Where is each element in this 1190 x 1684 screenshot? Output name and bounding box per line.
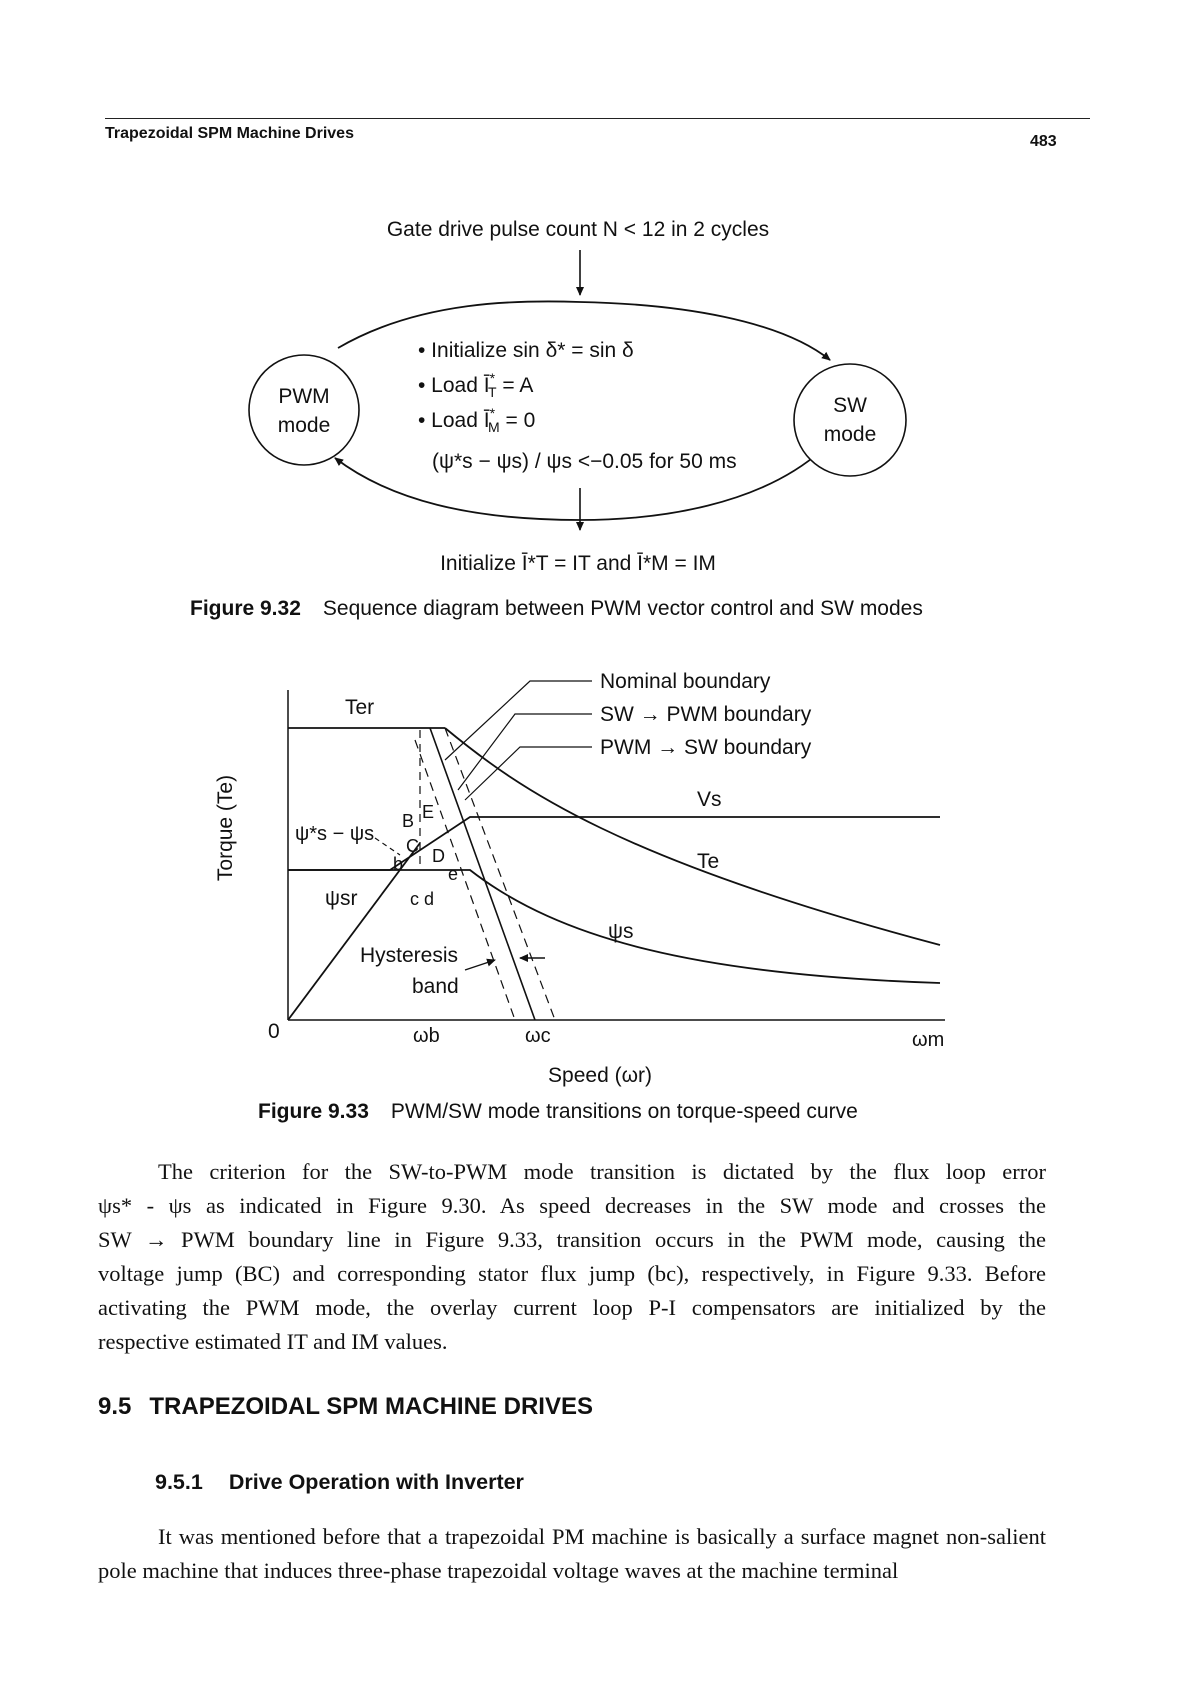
point-d-upper: D [432, 846, 445, 866]
ter-label: Ter [345, 696, 375, 719]
para1-line-3: SW → PWM boundary line in Figure 9.33, transition occurs in the PWM mode, causing the [98, 1227, 1046, 1252]
psi-sr-label: ψsr [325, 887, 358, 910]
omega-m-label: ωm [912, 1029, 945, 1051]
para1-line-4: voltage jump (BC) and corresponding stator flux jump (bc), respectively, in Figure 9.33. Before [98, 1261, 1046, 1286]
fig932-top-label: Gate drive pulse count N < 12 in 2 cycles [386, 218, 770, 241]
pwm-sw-boundary [445, 728, 555, 1020]
figure-9-32-caption [190, 597, 923, 621]
origin-label: 0 [268, 1020, 280, 1043]
body-paragraph-2: It was mentioned before that a trapezoidal PM machine is basically a surface magnet non-salient pole machine that induces three-phase trapezoidal voltage waves at the machine terminal [98, 1524, 1046, 1583]
psi-s-label: ψs [608, 920, 634, 943]
para1-line-1: The criterion for the SW-to-PWM mode transition is dictated by the flux loop error [158, 1159, 1046, 1184]
point-e-lower: e [448, 864, 459, 884]
figure-9-33-caption-num: Figure 9.33 [258, 1100, 369, 1123]
subsection-title: Drive Operation with Inverter [228, 1470, 524, 1494]
figure-9-33-caption-text: PWM/SW mode transitions on torque-speed curve [390, 1100, 858, 1123]
figure-9-32-caption-text: Sequence diagram between PWM vector control and SW modes [322, 597, 923, 620]
x-axis-label: Speed (ωr) [548, 1064, 652, 1087]
bullet-load-im: • Load Ī* M = 0 [418, 405, 536, 435]
point-c-upper: C [406, 836, 419, 856]
subsection-number: 9.5.1 [155, 1470, 203, 1494]
hysteresis-label-1: Hysteresis [360, 944, 459, 967]
section-title: TRAPEZOIDAL SPM MACHINE DRIVES [149, 1393, 593, 1420]
body-paragraph-1 [98, 1155, 1046, 1359]
fig932-bottom-label: Initialize Ī*T = IT and Ī*M = IM [440, 552, 716, 575]
pwm-mode-circle [249, 355, 359, 465]
pwm-mode-label-2: mode [277, 414, 331, 437]
bullet-load-it: • Load Ī* T = A [418, 370, 534, 400]
sw-mode-label-2: mode [823, 423, 877, 446]
para1-line-6: respective estimated IT and IM values. [98, 1329, 448, 1354]
sw-mode-label-1: SW [833, 394, 867, 417]
figure-9-33-caption [258, 1100, 858, 1124]
hysteresis-label-2: band [412, 975, 459, 998]
para1-line-2: ψs* - ψs as indicated in Figure 9.30. As speed decreases in the SW mode and crosses the [98, 1193, 1046, 1218]
psi-err-label: ψ*s − ψs [295, 823, 375, 845]
figure-9-32-caption-num: Figure 9.32 [190, 597, 301, 620]
point-e-upper: E [422, 802, 435, 822]
legend-leader-sw-pwm [458, 714, 592, 790]
vs-line [288, 817, 940, 870]
point-b-lower: b [393, 854, 404, 874]
psi-err-leader [375, 838, 400, 855]
omega-c-label: ωc [525, 1025, 551, 1047]
point-cd-lower: c d [410, 889, 435, 909]
bullet-initialize: • Initialize sin δ* = sin δ [418, 339, 634, 362]
vs-label: Vs [697, 788, 722, 811]
y-axis-label: Torque (Te) [214, 774, 237, 882]
fig932-condition: (ψ*s − ψs) / ψs <−0.05 for 50 ms [432, 450, 737, 473]
running-head: Trapezoidal SPM Machine Drives [105, 125, 354, 142]
omega-b-label: ωb [413, 1025, 440, 1047]
legend-sw-pwm: SW → PWM boundary [600, 703, 812, 726]
figure-9-33 [0, 640, 1190, 1110]
te-label: Te [697, 850, 720, 873]
sw-mode-circle [794, 364, 906, 476]
figure-9-32 [0, 0, 1190, 640]
page-number: 483 [1030, 133, 1057, 150]
section-number: 9.5 [98, 1393, 132, 1420]
section-heading [98, 1393, 593, 1421]
point-b-upper: B [402, 811, 415, 831]
legend-pwm-sw: PWM → SW boundary [600, 736, 812, 759]
te-curve [445, 728, 940, 945]
legend-nominal: Nominal boundary [600, 670, 771, 693]
pwm-mode-label-1: PWM [278, 385, 330, 408]
hysteresis-arrow-left [465, 960, 495, 970]
subsection-heading [155, 1470, 524, 1495]
para1-line-5: activating the PWM mode, the overlay current loop P-I compensators are initialized by the [98, 1295, 1046, 1320]
